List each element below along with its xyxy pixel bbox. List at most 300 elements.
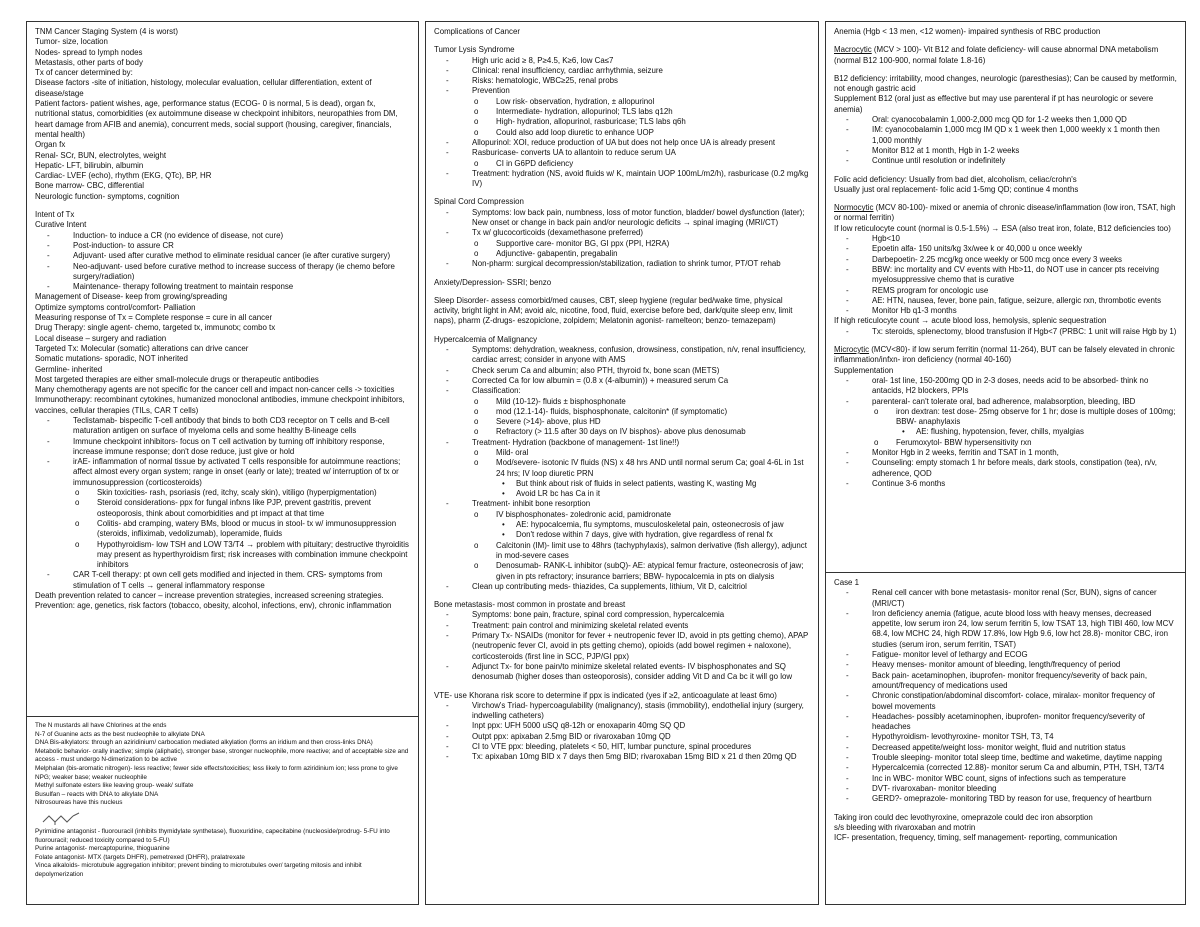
bullet-item (834, 794, 1177, 804)
bullet-marker: - (446, 65, 449, 75)
line-text: Sleep Disorder- assess comorbid/med causes, CBT, sleep hygiene (regular bed/wake time, physical activity, bright light in AM; avoid alc, nicotine, food, fluid, exercise before bed, dark/quite sleep env, limit naps), pharm (Z-drugs- eszopiclone, zolpidem; Melatonin agonist- ramelteon; benzo- temazepam) (434, 295, 795, 326)
bullet-item (434, 56, 810, 66)
note-line (834, 823, 1177, 833)
note-line (35, 385, 410, 395)
bullet-marker: o (75, 488, 80, 498)
bullet-item (834, 753, 1177, 763)
bullet-item (434, 259, 810, 269)
line-text: Tx: steroids, splenectomy, blood transfusion if Hgb<7 (PRBC: 1 unit will raise Hgb by 1) (872, 326, 1177, 336)
bullet-marker: - (446, 259, 449, 269)
line-text: Tumor- size, location (35, 37, 108, 47)
line-text: Fatigue- monitor level of lethargy and ECOG (872, 650, 1028, 660)
line-text: Corrected Ca for low albumin = (0.8 x (4-albumin)) + measured serum Ca (472, 375, 729, 385)
line-text: VTE- use Khorana risk score to determine if ppx is indicated (yes if ≥2, anticoagulate at least 6mo) (434, 690, 777, 700)
line-text: Immunotherapy: recombinant cytokines, humanized monoclonal antibodies, immune checkpoint inhibitors, vaccines, cellular therapies (TILs, CAR T cells) (35, 395, 407, 415)
bullet-item (434, 345, 810, 366)
line-text: Nodes- spread to lymph nodes (35, 47, 143, 57)
bullet-item (834, 255, 1177, 265)
note-line (35, 354, 410, 364)
bullet-marker: - (846, 711, 849, 721)
line-text: Teclistamab- bispecific T-cell antibody that binds to both CD3 receptor on T cells and B-cell maturation antigen on surface of myeloma cells and some healthy B-lineage cells (73, 415, 392, 436)
line-text: Clinical: renal insufficiency, cardiac arrhythmia, seizure (472, 65, 663, 75)
bullet-marker: - (446, 437, 449, 447)
line-text: Inc in WBC- monitor WBC count, signs of infections such as temperature (872, 773, 1126, 783)
bullet-item (35, 241, 410, 251)
bullet-marker: - (446, 228, 449, 238)
line-text: Monitor Hb q1-3 months (872, 306, 957, 316)
line-text: Normocytic (MCV 80-100)- mixed or anemia of chronic disease/inflammation (low iron, TSAT, high or normal ferritin) (834, 203, 1178, 223)
bullet-item (834, 784, 1177, 794)
note-line (35, 161, 410, 171)
bullet-marker: - (846, 115, 849, 125)
line-text: Metastasis, other parts of body (35, 57, 143, 67)
line-text: Anemia (Hgb < 13 men, <12 women)- impaired synthesis of RBC production (834, 27, 1101, 36)
bullet-marker: • (502, 489, 505, 499)
bullet-item (434, 417, 810, 427)
line-text: CI to VTE ppx: bleeding, platelets < 50, HIT, lumbar puncture, spinal procedures (472, 742, 752, 751)
bullet-marker: o (474, 458, 479, 468)
bullet-item (434, 107, 810, 117)
line-text: Chronic constipation/abdominal discomfort- colace, miralax- monitor frequency of bowel movements (872, 691, 1158, 711)
bullet-item (35, 437, 410, 458)
line-text: Monitor Hgb in 2 weeks, ferritin and TSAT in 1 month, (872, 447, 1059, 457)
bullet-item (834, 407, 1177, 428)
line-text: Symptoms: low back pain, numbness, loss of motor function, bladder/ bowel dysfunction (later); New onset or change in back pain and/or neurologic deficits → spinal imaging (MRI/CT) (472, 207, 807, 228)
bullet-item (834, 438, 1177, 448)
line-text: Counseling: empty stomach 1 hr before meals, dark stools, constipation (tea), n/v, adherence, QOD (872, 458, 1160, 478)
bullet-item (834, 763, 1177, 773)
note-line (834, 27, 1177, 37)
line-text: Germline- inherited (35, 364, 103, 374)
bullet-item (434, 510, 810, 520)
bullet-item (834, 732, 1177, 742)
bullet-marker: - (47, 282, 50, 292)
bullet-marker: - (47, 251, 50, 261)
bullet-item (434, 208, 810, 229)
line-text: Symptoms: bone pain, fracture, spinal cord compression, hypercalcemia (472, 610, 725, 620)
bullet-item (834, 146, 1177, 156)
line-text: Virchow's Triad- hypercoagulability (malignancy), stasis (immobility), endothelial injury (surgery, indwelling catheters) (472, 700, 807, 721)
line-text: irAE- inflammation of normal tissue by activated T cells responsible for autoimmune reactions; affect almost every organ system; range in onset (early or late); treated w/ interruption of tx or immunosuppression (corticosteroids) (73, 457, 403, 487)
line-text: Allopurinol: XOI, reduce production of UA but does not help once UA is already present (472, 137, 776, 147)
line-text: Could also add loop diuretic to enhance UOP (496, 127, 654, 137)
chem-note: Purine antagonist- mercaptopurine, thioguanine (35, 845, 170, 853)
bullet-marker: - (846, 458, 849, 468)
bullet-marker: - (846, 375, 849, 385)
bullet-marker: - (846, 156, 849, 166)
line-text: Check serum Ca and albumin; also PTH, thyroid fx, bone scan (METS) (472, 365, 720, 375)
note-line (35, 99, 410, 140)
line-text: Mild (10-12)- fluids ± bisphosphonate (496, 396, 626, 406)
bullet-marker: o (874, 406, 879, 416)
bullet-item (834, 650, 1177, 660)
chem-note: Busulfan – reacts with DNA to alkylate DNA (35, 790, 159, 798)
bullet-marker: - (446, 168, 449, 178)
line-text: Tx w/ glucocorticoids (dexamethasone preferred) (472, 228, 644, 238)
line-text: Prevention (472, 86, 510, 96)
bullet-item (834, 306, 1177, 316)
line-text: Oral: cyanocobalamin 1,000-2,000 mcg QD for 1-2 weeks then 1,000 QD (872, 115, 1127, 125)
bullet-item (35, 231, 410, 241)
line-text: oral- 1st line, 150-200mg QD in 2-3 doses, needs acid to be absorbed- think no antacids, H2 blockers, PPIs (872, 375, 1151, 396)
line-text: Rasburicase- converts UA to allantoin to reduce serum UA (472, 148, 676, 158)
bullet-item (434, 438, 810, 448)
bullet-item (834, 479, 1177, 489)
spacer (834, 805, 1177, 813)
spacer (834, 37, 1177, 45)
line-text: Continue 3-6 months (872, 478, 946, 488)
bullet-item (434, 397, 810, 407)
bullet-item (834, 286, 1177, 296)
bullet-marker: - (846, 447, 849, 457)
bullet-marker: o (474, 107, 479, 117)
bullet-marker: - (846, 732, 849, 742)
chem-note: DNA Bis-alkylators: through an aziridinium/ carbocation mediated alkylation (forms an iridium and then cross-links DNA) (35, 739, 373, 747)
bullet-marker: - (846, 306, 849, 316)
line-text: Primary Tx- NSAIDs (monitor for fever + neutropenic fever ID, avoid in pts getting chemo), APAP (neutropenic fever CI, avoid in pts getting chemo), opioids (add bowel regimen + naloxone), corticosteroids (first line in SCC, PJP/GI ppx) (472, 631, 811, 661)
note-line (834, 366, 1177, 376)
note-line (35, 192, 410, 202)
bullet-marker: - (47, 457, 50, 467)
line-text: Treatment- Hydration (backbone of management- 1st line!!) (472, 437, 680, 447)
bullet-marker: - (846, 478, 849, 488)
line-text: DVT- rivaroxaban- monitor bleeding (872, 783, 997, 793)
bullet-item (35, 488, 410, 498)
bullet-item (434, 732, 810, 742)
line-text: Immune checkpoint inhibitors- focus on T cell activation by turning off inhibitory response, increase immune response; don't dose reduce, just give or hold (73, 436, 387, 456)
line-text: AE: HTN, nausea, fever, bone pain, fatigue, seizure, allergic rxn, thrombotic events (872, 295, 1162, 305)
line-text: Adjunctive- gabapentin, pregabalin (496, 248, 618, 258)
line-text: Tx: apixaban 10mg BID x 7 days then 5mg BID; rivaroxaban 15mg BID x 21 d then 20mg QD (472, 752, 797, 762)
panel-complications-of-cancer (425, 21, 819, 905)
bullet-marker: - (846, 295, 849, 305)
line-text: Optimize symptoms control/comfort- Palliation (35, 302, 196, 312)
line-text: Prevention: age, genetics, risk factors (tobacco, obesity, alcohol, infections, env), chronic inflammation (35, 601, 392, 611)
line-text: ICF- presentation, frequency, timing, self management- reporting, communication (834, 833, 1118, 843)
bullet-marker: o (474, 117, 479, 127)
bullet-item (434, 148, 810, 158)
bullet-marker: o (474, 417, 479, 427)
spacer (834, 167, 1177, 175)
bullet-item (834, 712, 1177, 733)
line-text: Neurologic function- symptoms, cognition (35, 191, 180, 201)
bullet-item (35, 519, 410, 540)
note-line (834, 185, 1177, 195)
note-line (35, 323, 410, 333)
line-text: Hgb<10 (872, 234, 900, 244)
bullet-marker: - (446, 731, 449, 741)
bullet-item (434, 76, 810, 86)
bullet-item (434, 169, 810, 190)
line-text: Somatic mutations- sporadic, NOT inherited (35, 354, 188, 364)
line-text: Management of Disease- keep from growing/spreading (35, 292, 228, 302)
note-line (35, 151, 410, 161)
line-text: AE: hypocalcemia, flu symptoms, musculoskeletal pain, osteonecrosis of jaw (516, 520, 784, 530)
line-text: Cardiac- LVEF (echo), rhythm (EKG, QTc), BP, HR (35, 171, 212, 181)
bullet-marker: - (446, 700, 449, 710)
bullet-marker: - (446, 55, 449, 65)
note-line (834, 45, 1177, 66)
line-text: Disease factors -site of initiation, histology, molecular evaluation, cellular differentiation, extent of disease/stage (35, 78, 374, 98)
line-text: Epoetin alfa- 150 units/kg 3x/wee k or 40,000 u once weekly (872, 244, 1083, 254)
bullet-item (434, 386, 810, 396)
note-line (35, 140, 410, 150)
bullet-item (434, 249, 810, 259)
spacer (434, 270, 810, 278)
bullet-item (834, 743, 1177, 753)
bullet-marker: o (75, 518, 80, 528)
spacer (434, 189, 810, 197)
bullet-marker: - (446, 207, 449, 217)
bullet-marker: • (502, 530, 505, 540)
bullet-item (434, 376, 810, 386)
chem-note: The N mustards all have Chlorines at the ends (35, 722, 167, 729)
line-text: parenteral- can't tolerate oral, bad adherence, malabsorption, bleeding, IBD (872, 396, 1136, 406)
note-line (35, 37, 410, 47)
line-text: IM: cyanocobalamin 1,000 mcg IM QD x 1 week then 1,000 weekly x 1 month then 1,000 monthly (872, 125, 1162, 145)
bullet-marker: o (474, 509, 479, 519)
bullet-item (35, 498, 410, 519)
bullet-marker: - (446, 631, 449, 641)
chem-note: Nitrosoureas have this nucleus (35, 799, 123, 807)
line-text: If low reticulocyte count (normal is 0.5-1.5%) → ESA (also treat iron, folate, B12 deficiencies too) (834, 223, 1171, 233)
bullet-marker: - (446, 581, 449, 591)
note-line (35, 27, 410, 37)
panel-antineoplastic-chemistry (26, 716, 419, 905)
bullet-marker: - (446, 375, 449, 385)
line-text: Iron deficiency anemia (fatigue, acute blood loss with heavy menses, decreased appetite, low serum iron 24, low serum ferritin 5, low TSAT 13, high TIBI 460, low MCV 68.4, low MCHC 24, high RDW 17.8%, low Hgb 9.6, low hct 28.8)- monitor CBC, iron studies (serum iron, serum ferritin, TSAT) (872, 608, 1176, 649)
bullet-item (834, 458, 1177, 479)
note-line (35, 220, 410, 230)
line-text: Avoid LR bc has Ca in it (516, 489, 601, 499)
line-text: Risks: hematologic, WBC≥25, renal probs (472, 76, 618, 86)
bullet-item (834, 448, 1177, 458)
bullet-marker: o (474, 248, 479, 258)
line-text: Most targeted therapies are either small-molecule drugs or therapeutic antibodies (35, 374, 319, 384)
line-text: Hepatic- LFT, bilirubin, albumin (35, 160, 144, 170)
line-text: Back pain- acetaminophen, ibuprofen- monitor frequency/severity of back pain, amount/frequency of medications used (872, 670, 1150, 690)
bullet-item (834, 125, 1177, 146)
panel-anemia (825, 21, 1186, 573)
line-text: Ferumoxytol- BBW hypersensitivity rxn (896, 437, 1032, 447)
bullet-marker: - (846, 763, 849, 773)
note-line (35, 601, 410, 611)
line-text: mod (12.1-14)- fluids, bisphosphonate, calcitonin* (if symptomatic) (496, 406, 728, 416)
note-line (834, 833, 1177, 843)
bullet-item (834, 296, 1177, 306)
note-line (434, 278, 810, 288)
spacer (434, 37, 810, 45)
line-text: IV bisphosphonates- zoledronic acid, pamidronate (496, 509, 672, 519)
chem-note: Folate antagonist- MTX (targets DHFR), pemetrexed (DHFR), pralatrexate (35, 853, 245, 861)
line-text: Tumor Lysis Syndrome (434, 45, 515, 55)
line-text: TNM Cancer Staging System (4 is worst) (35, 27, 178, 36)
note-line (834, 345, 1177, 366)
spacer (434, 327, 810, 335)
line-text: Non-pharm: surgical decompression/stabilization, radiation to shrink tumor, PT/OT rehab (472, 259, 781, 269)
panel-case-1 (825, 572, 1186, 905)
line-text: Trouble sleeping- monitor total sleep time, bedtime and waketime, daytime napping (872, 753, 1163, 763)
note-line (35, 303, 410, 313)
line-text: Heavy menses- monitor amount of bleeding, length/frequency of period (872, 660, 1121, 670)
line-text: Hypothyroidism- levothyroxine- monitor TSH, T3, T4 (872, 732, 1054, 742)
line-text: Microcytic (MCV<80)- if low serum ferritin (normal 11-264), BUT can be falsely elevated in chronic inflammation/infxn- iron deficiency (normal 40-160) (834, 345, 1177, 365)
bullet-item (434, 530, 810, 540)
line-text: BBW: inc mortality and CV events with Hb>11, do NOT use in cancer pts receiving myelosuppressive chemo that is curative (872, 264, 1162, 285)
bullet-marker: - (846, 264, 849, 274)
line-text: Post-induction- to assure CR (73, 240, 174, 250)
bullet-marker: • (502, 478, 505, 488)
bullet-item (35, 570, 410, 591)
line-text: Treatment: hydration (NS, avoid fluids w/ K, maintain UOP 100mL/m2/h), rasburicase (0.2 mg/kg IV) (472, 168, 811, 189)
note-line (35, 58, 410, 68)
line-text: High- hydration, allopurinol, rasburicase; TLS labs q6h (496, 117, 686, 127)
bullet-item (834, 156, 1177, 166)
line-text: Hypercalcemia (corrected 12.88)- monitor serum Ca and albumin, PTH, TSH, T3/T4 (872, 763, 1165, 773)
line-text: Symptoms: dehydration, weakness, confusion, drowsiness, constipation, n/v, renal insufficiency, cardiac arrest; consider in anyone with AMS (472, 345, 808, 365)
line-text: Hypercalcemia of Malignancy (434, 334, 538, 344)
bullet-marker: - (846, 254, 849, 264)
line-text: Hypothyroidism- low TSH and LOW T3/T4 → problem with pituitary; destructive thyroiditis may present as hyperthyroidism first; risk increases with combination immune checkpoint inhibitors (97, 539, 412, 570)
bullet-marker: - (446, 620, 449, 630)
line-text: Organ fx (35, 140, 66, 150)
bullet-marker: - (446, 499, 449, 509)
line-text: Death prevention related to cancer – increase prevention strategies, increased screening strategies. (35, 591, 384, 601)
bullet-marker: - (846, 650, 849, 660)
line-text: Complications of Cancer (434, 27, 520, 36)
line-text: Mod/severe- isotonic IV fluids (NS) x 48 hrs AND until normal serum Ca; goal 4-6L in 1st 24 hrs; IV loop diuretic PRN (496, 458, 806, 478)
bullet-item (434, 561, 810, 582)
bullet-item (434, 489, 810, 499)
bullet-marker: o (474, 447, 479, 457)
note-line (434, 27, 810, 37)
note-line (834, 73, 1180, 95)
bullet-marker: o (474, 396, 479, 406)
line-text: Treatment: pain control and minimizing skeletal related events (472, 620, 689, 630)
note-line (834, 203, 1177, 224)
note-line (35, 591, 410, 601)
bullet-item (434, 159, 810, 169)
bullet-marker: • (902, 427, 905, 437)
line-text: Treatment- inhibit bone resorption (472, 499, 591, 509)
line-text: Renal- SCr, BUN, electrolytes, weight (35, 150, 167, 160)
line-text: Folic acid deficiency: Usually from bad diet, alcoholism, celiac/crohn's (834, 174, 1077, 184)
bullet-marker: - (846, 608, 849, 618)
line-text: Drug Therapy: single agent- chemo, targeted tx, immunotx; combo tx (35, 323, 276, 333)
bullet-marker: - (846, 244, 849, 254)
note-line (35, 68, 410, 78)
bullet-marker: - (446, 386, 449, 396)
bullet-marker: - (846, 691, 849, 701)
bullet-marker: o (474, 127, 479, 137)
bullet-marker: o (474, 158, 479, 168)
bullet-item (434, 582, 810, 592)
line-text: Renal cell cancer with bone metastasis- monitor renal (Scr, BUN), signs of cancer (MRI/CT) (872, 588, 1159, 608)
line-text: Neo-adjuvant- used before curative method to increase success of therapy (ie chemo before surgery/radiation) (73, 261, 398, 281)
chem-note: Melphalan (bis-aromatic nitrogen)- less reactive; fewer side effects/toxicities; less likely to form aziridinium ion; less prone to give NPG; weaker base; weaker nucleophile (35, 764, 400, 781)
line-text: Inpt ppx: UFH 5000 uSQ q8-12h or enoxaparin 40mg SQ QD (472, 721, 686, 731)
line-text: Measuring response of Tx = Complete response = cure in all cancer (35, 313, 273, 323)
bullet-item (834, 691, 1177, 712)
bullet-marker: - (446, 661, 449, 671)
note-line (834, 578, 1177, 588)
bullet-item (434, 427, 810, 437)
line-text: Taking iron could dec levothyroxine, omeprazole could dec iron absorption (834, 812, 1093, 822)
bullet-marker: • (502, 520, 505, 530)
bullet-item (434, 701, 810, 722)
bullet-marker: o (874, 437, 879, 447)
line-text: Usually just oral replacement- folic acid 1-5mg QD; continue 4 months (834, 184, 1079, 194)
line-text: Darbepoetin- 2.25 mcg/kg once weekly or 500 mcg once every 3 weeks (872, 254, 1122, 264)
note-line (834, 813, 1177, 823)
note-line (35, 313, 410, 323)
bullet-item (434, 97, 810, 107)
line-text: GERD?- omeprazole- monitoring TBD by reason for use, frequency of heartburn (872, 794, 1152, 804)
bullet-item (434, 721, 810, 731)
line-text: Calcitonin (IM)- limit use to 48hrs (tachyphylaxis), salmon derivative (fish allergy), adjunct in mod-severe cases (496, 540, 810, 560)
bullet-marker: o (75, 539, 80, 549)
bullet-item (35, 251, 410, 261)
bullet-item (834, 660, 1177, 670)
line-text: But think about risk of fluids in select patients, wasting K, wasting Mg (516, 478, 757, 488)
bullet-item (434, 662, 810, 683)
bullet-marker: - (846, 588, 849, 598)
bullet-item (434, 138, 810, 148)
note-line (35, 365, 410, 375)
bullet-marker: - (846, 783, 849, 793)
line-text: REMS program for oncologic use (872, 285, 989, 295)
bullet-marker: o (474, 427, 479, 437)
bullet-item (434, 631, 810, 662)
bullet-item (35, 457, 410, 488)
spacer (434, 288, 810, 296)
bullet-item (834, 609, 1177, 650)
chem-note: Vinca alkaloids- microtubule aggregation inhibitor; prevent binding to microtubules over/ targeting mitosis and inhibit depolymerization (35, 862, 364, 878)
bullet-item (834, 427, 1177, 437)
bullet-item (434, 239, 810, 249)
bullet-marker: - (846, 794, 849, 804)
line-text: Refractory (> 11.5 after 30 days on IV bisphos)- above plus denosumab (496, 427, 746, 437)
bullet-item (834, 588, 1177, 609)
bullet-item (434, 66, 810, 76)
line-text: Adjuvant- used after curative method to eliminate residual cancer (ie after curative surgery) (73, 251, 391, 261)
line-text: AE: flushing, hypotension, fever, chills, myalgias (916, 427, 1084, 437)
line-text: Induction- to induce a CR (no evidence of disease, not cure) (73, 230, 284, 240)
bullet-marker: - (846, 660, 849, 670)
line-text: Intent of Tx (35, 210, 75, 220)
bullet-marker: o (474, 561, 479, 571)
note-line (434, 296, 810, 327)
bullet-marker: - (446, 365, 449, 375)
bullet-marker: o (474, 96, 479, 106)
bullet-marker: - (47, 240, 50, 250)
bullet-item (434, 610, 810, 620)
bullet-item (434, 499, 810, 509)
bullet-marker: - (846, 742, 849, 752)
bullet-marker: - (446, 86, 449, 96)
bullet-item (35, 262, 410, 283)
bullet-marker: - (846, 753, 849, 763)
bullet-marker: - (446, 345, 449, 355)
bullet-marker: - (47, 415, 50, 425)
bullet-marker: - (446, 137, 449, 147)
line-text: Outpt ppx: apixaban 2.5mg BID or rivaroxaban 10mg QD (472, 731, 671, 741)
line-text: Supportive care- monitor BG, GI ppx (PPI, H2RA) (496, 238, 670, 248)
note-line (434, 197, 810, 207)
line-text: CI in G6PD deficiency (496, 158, 574, 168)
note-line (35, 344, 410, 354)
bullet-marker: - (446, 752, 449, 762)
